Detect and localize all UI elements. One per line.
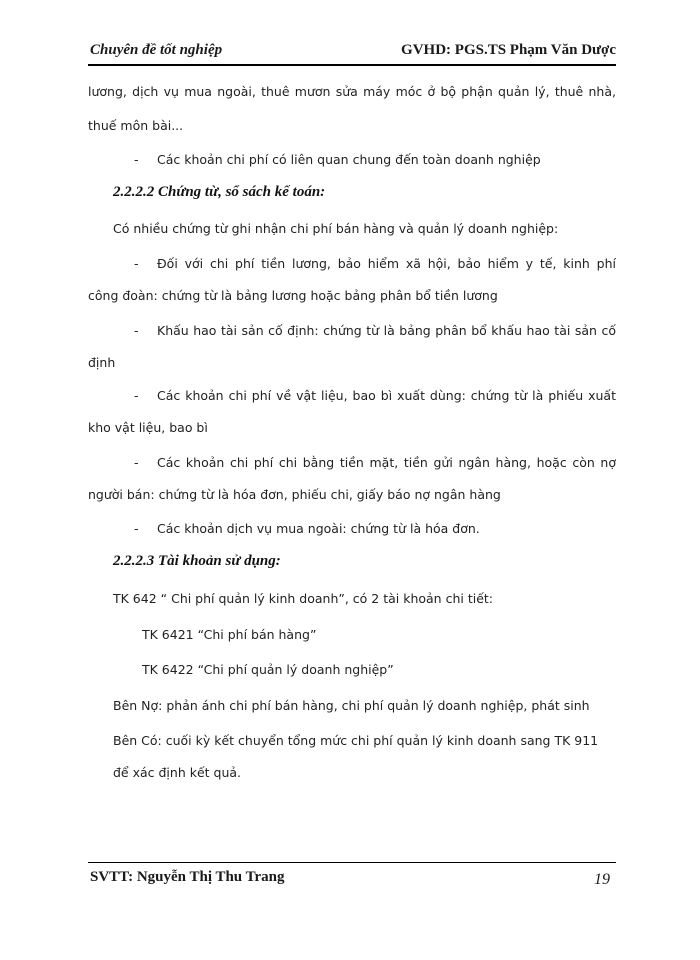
bullet-text: Các khoản chi phí chi bằng tiền mặt, tiền gửi ngân hàng, hoặc còn nợ [157, 455, 616, 470]
bullet-text: người bán: chứng từ là hóa đơn, phiếu chi, giấy báo nợ ngân hàng [88, 487, 501, 502]
bullet-text: công đoàn: chứng từ là bảng lương hoặc bảng phân bổ tiền lương [88, 288, 498, 303]
header-advisor: GVHD: PGS.TS Phạm Văn Dược [401, 42, 616, 58]
bullet-dash: - [134, 152, 139, 167]
page-footer [88, 862, 616, 893]
account-line: TK 6421 “Chi phí bán hàng” [142, 627, 317, 642]
paragraph-line: để xác định kết quả. [113, 765, 242, 780]
bullet-dash: - [134, 388, 139, 403]
paragraph-line: lương, dịch vụ mua ngoài, thuê mươn sửa máy móc ở bộ phận quản lý, thuê nhà, [88, 84, 616, 99]
bullet-dash: - [134, 323, 139, 338]
section-heading: 2.2.2.3 Tài khoản sử dụng: [113, 553, 281, 569]
bullet-text: Khấu hao tài sản cố định: chứng từ là bảng phân bổ khấu hao tài sản cố [157, 323, 616, 338]
bullet-text: định [88, 355, 116, 370]
bullet-text: Các khoản chi phí về vật liệu, bao bì xuất dùng: chứng từ là phiếu xuất [157, 388, 616, 403]
bullet-text: Các khoản chi phí có liên quan chung đến toàn doanh nghiệp [157, 152, 541, 167]
bullet-dash: - [134, 455, 139, 470]
bullet-dash: - [134, 256, 139, 271]
header-title: Chuyên đề tốt nghiệp [90, 42, 223, 58]
bullet-text: Đối với chi phí tiền lương, bảo hiểm xã hội, bảo hiểm y tế, kinh phí [157, 256, 616, 271]
bullet-text: kho vật liệu, bao bì [88, 420, 208, 435]
paragraph-line: thuế môn bài... [88, 118, 184, 133]
page-number: 19 [594, 871, 610, 888]
section-heading: 2.2.2.2 Chứng từ, sổ sách kế toán: [113, 184, 326, 200]
paragraph-line: Bên Có: cuối kỳ kết chuyển tổng mức chi phí quản lý kinh doanh sang TK 911 [113, 733, 599, 748]
paragraph-line: Bên Nợ: phản ánh chi phí bán hàng, chi phí quản lý doanh nghiệp, phát sinh [113, 698, 590, 713]
bullet-text: Các khoản dịch vụ mua ngoài: chứng từ là hóa đơn. [157, 521, 480, 536]
bullet-dash: - [134, 521, 139, 536]
page-header [88, 42, 616, 66]
footer-author: SVTT: Nguyễn Thị Thu Trang [90, 869, 285, 885]
paragraph-line: Có nhiều chứng từ ghi nhận chi phí bán hàng và quản lý doanh nghiệp: [113, 221, 559, 236]
paragraph-line: TK 642 “ Chi phí quản lý kinh doanh”, có 2 tài khoản chi tiết: [113, 591, 493, 606]
account-line: TK 6422 “Chi phí quản lý doanh nghiệp” [142, 662, 394, 677]
